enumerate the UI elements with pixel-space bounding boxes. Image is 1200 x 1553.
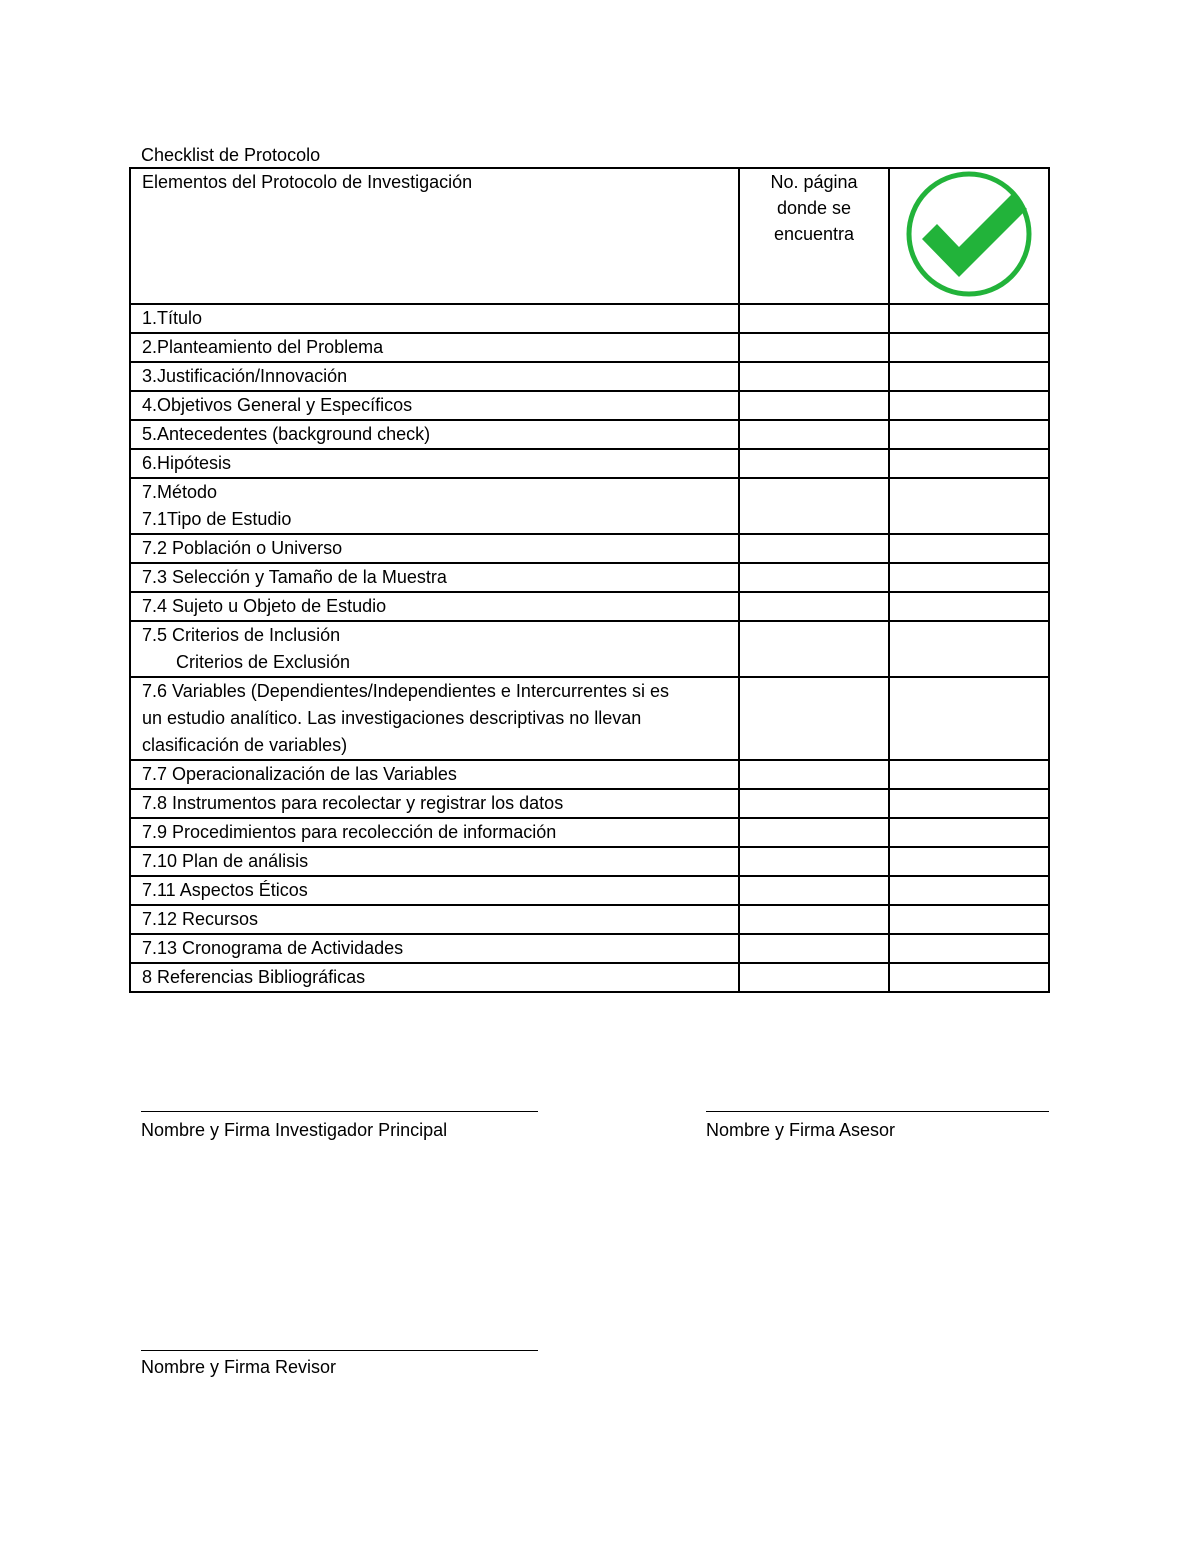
table-row [130,760,1049,789]
row-check-cell[interactable] [889,760,1049,789]
row-page-number-cell[interactable] [739,592,889,621]
row-check-cell[interactable] [889,333,1049,362]
row-page-number-cell[interactable] [739,818,889,847]
signature-line-reviewer [141,1350,538,1351]
header-page-number [739,168,889,304]
table-row [130,534,1049,563]
row-element-cell [130,760,739,789]
row-page-number-cell[interactable] [739,789,889,818]
row-element-text: 7.11 Aspectos Éticos [142,880,308,900]
row-element-cell [130,563,739,592]
row-element-text: 5.Antecedentes (background check) [142,424,431,444]
row-element-cell [130,963,739,992]
row-page-number-cell[interactable] [739,934,889,963]
row-element-cell [130,391,739,420]
row-page-number-cell[interactable] [739,478,889,534]
header-elements: Elementos del Protocolo de Investigación [130,168,739,304]
row-page-number-cell[interactable] [739,420,889,449]
row-check-cell[interactable] [889,478,1049,534]
row-check-cell[interactable] [889,391,1049,420]
table-header-row [130,168,1049,304]
row-element-text: 4.Objetivos General y Específicos [142,395,413,415]
row-element-cell [130,818,739,847]
row-element-cell [130,789,739,818]
row-page-number-cell[interactable] [739,847,889,876]
row-page-number-cell[interactable] [739,621,889,677]
row-element-cell [130,449,739,478]
table-row [130,818,1049,847]
row-element-text: 7.10 Plan de análisis [142,851,309,871]
row-check-cell[interactable] [889,818,1049,847]
row-element-cell [130,905,739,934]
row-check-cell[interactable] [889,621,1049,677]
row-element-text: 7.5 Criterios de Inclusión [142,625,341,645]
row-element-cell [130,934,739,963]
table-row [130,333,1049,362]
row-page-number-cell[interactable] [739,677,889,760]
row-element-text: 7.1Tipo de Estudio [142,509,292,529]
table-row [130,905,1049,934]
header-page-line-1: No. página [770,172,858,192]
row-page-number-cell[interactable] [739,963,889,992]
row-check-cell[interactable] [889,362,1049,391]
row-page-number-cell[interactable] [739,333,889,362]
row-check-cell[interactable] [889,592,1049,621]
row-element-cell [130,420,739,449]
table-row [130,677,1049,760]
signature-label-advisor: Nombre y Firma Asesor [706,1120,896,1140]
row-page-number-cell[interactable] [739,534,889,563]
table-row [130,449,1049,478]
row-check-cell[interactable] [889,677,1049,760]
table-row [130,362,1049,391]
row-page-number-cell[interactable] [739,760,889,789]
row-page-number-cell[interactable] [739,449,889,478]
row-check-cell[interactable] [889,963,1049,992]
row-element-text: 3.Justificación/Innovación [142,366,348,386]
row-element-text: 7.Método [142,482,218,502]
row-page-number-cell[interactable] [739,304,889,333]
table-row [130,876,1049,905]
row-element-text: 2.Planteamiento del Problema [142,337,384,357]
row-page-number-cell[interactable] [739,391,889,420]
row-page-number-cell[interactable] [739,362,889,391]
row-element-text: 7.4 Sujeto u Objeto de Estudio [142,596,387,616]
table-row [130,391,1049,420]
row-element-text: 7.9 Procedimientos para recolección de información [142,822,557,842]
row-element-cell [130,592,739,621]
row-check-cell[interactable] [889,449,1049,478]
row-element-text: 6.Hipótesis [142,453,232,473]
row-element-cell [130,847,739,876]
row-element-text: 7.12 Recursos [142,909,259,929]
row-page-number-cell[interactable] [739,876,889,905]
header-page-line-3: encuentra [773,224,855,244]
row-check-cell[interactable] [889,876,1049,905]
row-element-text: 7.3 Selección y Tamaño de la Muestra [142,567,447,587]
row-element-text: 7.2 Población o Universo [142,538,343,558]
row-check-cell[interactable] [889,534,1049,563]
header-check [889,168,1049,304]
signature-label-reviewer: Nombre y Firma Revisor [141,1357,337,1377]
signature-line-investigator [141,1111,538,1112]
signature-line-advisor [706,1111,1049,1112]
row-check-cell[interactable] [889,905,1049,934]
table-row [130,789,1049,818]
page-title: Checklist de Protocolo [141,145,321,165]
green-check-circle-icon [904,169,1034,299]
row-element-cell [130,677,739,760]
row-element-cell [130,534,739,563]
row-element-text: 8 Referencias Bibliográficas [142,967,366,987]
row-element-text: 7.6 Variables (Dependientes/Independientes e Intercurrentes si es [142,681,669,701]
row-check-cell[interactable] [889,789,1049,818]
row-check-cell[interactable] [889,563,1049,592]
row-element-cell [130,362,739,391]
row-element-text: 7.8 Instrumentos para recolectar y registrar los datos [142,793,564,813]
row-element-text: 1.Título [142,308,203,328]
row-check-cell[interactable] [889,420,1049,449]
row-element-cell [130,304,739,333]
row-element-text: clasificación de variables) [142,735,348,755]
row-element-text: 7.13 Cronograma de Actividades [142,938,404,958]
row-check-cell[interactable] [889,934,1049,963]
table-row [130,592,1049,621]
table-row [130,934,1049,963]
table-row [130,478,1049,534]
row-page-number-cell[interactable] [739,905,889,934]
table-row [130,621,1049,677]
signature-label-investigator: Nombre y Firma Investigador Principal [141,1120,448,1140]
table-row [130,420,1049,449]
row-element-cell [130,478,739,534]
protocol-checklist-table [129,167,1050,993]
row-element-cell [130,876,739,905]
row-element-text: un estudio analítico. Las investigaciones descriptivas no llevan [142,708,642,728]
row-page-number-cell[interactable] [739,563,889,592]
row-element-subtext: Criterios de Exclusión [176,652,351,672]
table-body [130,304,1049,992]
table-row [130,563,1049,592]
table-row [130,304,1049,333]
header-page-line-2: donde se [776,198,852,218]
row-element-text: 7.7 Operacionalización de las Variables [142,764,457,784]
table-row [130,847,1049,876]
row-element-cell [130,333,739,362]
table-row [130,963,1049,992]
row-element-cell [130,621,739,677]
row-check-cell[interactable] [889,304,1049,333]
row-check-cell[interactable] [889,847,1049,876]
